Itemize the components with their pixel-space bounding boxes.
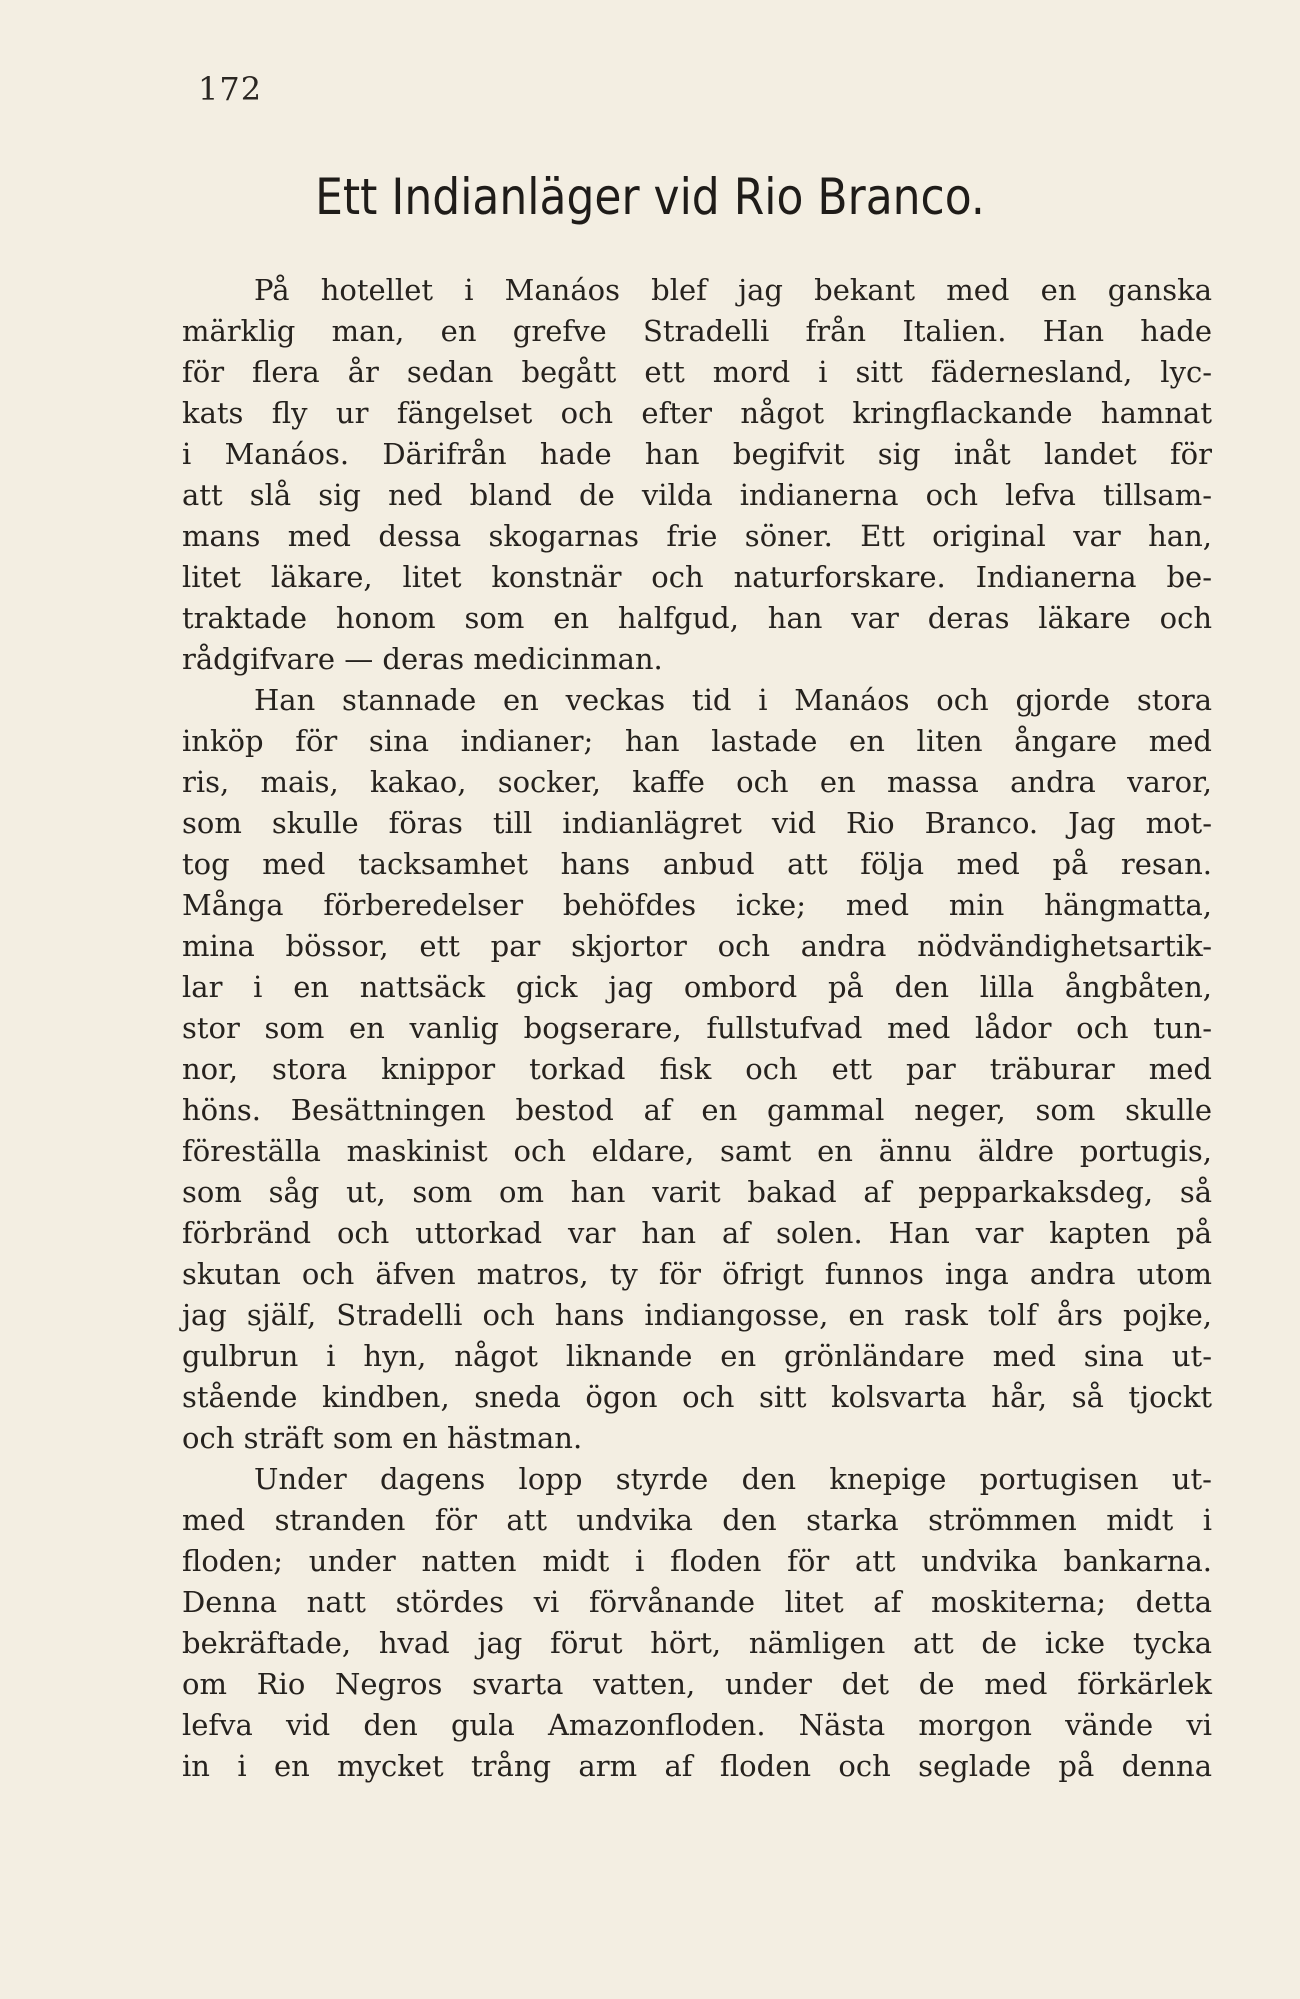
text-line: lar i en nattsäck gick jag ombord på den lilla ångbåten, xyxy=(182,970,1212,1004)
text-line: jag själf, Stradelli och hans indiangosse, en rask tolf års pojke, xyxy=(182,1298,1212,1332)
text-line: skutan och äfven matros, ty för öfrigt funnos inga andra utom xyxy=(182,1257,1212,1291)
text-line: som såg ut, som om han varit bakad af pepparkaksdeg, så xyxy=(182,1175,1212,1209)
text-line: stor som en vanlig bogserare, fullstufvad med lådor och tun- xyxy=(182,1011,1212,1045)
text-line: stående kindben, sneda ögon och sitt kolsvarta hår, så tjockt xyxy=(182,1380,1212,1414)
text-line: förbränd och uttorkad var han af solen. Han var kapten på xyxy=(182,1216,1212,1250)
text-line: mina bössor, ett par skjortor och andra nödvändighetsartik- xyxy=(182,929,1212,963)
text-line: gulbrun i hyn, något liknande en grönländare med sina ut- xyxy=(182,1339,1212,1373)
body-text xyxy=(182,270,1212,1787)
text-line: På hotellet i Manáos blef jag bekant med en ganska xyxy=(254,273,1212,307)
text-line: föreställa maskinist och eldare, samt en ännu äldre portugis, xyxy=(182,1134,1212,1168)
text-line: mans med dessa skogarnas frie söner. Ett original var han, xyxy=(182,519,1212,553)
text-line: rådgifvare — deras medicinman. xyxy=(182,642,663,676)
text-line: Han stannade en veckas tid i Manáos och gjorde stora xyxy=(254,683,1212,717)
text-line: Under dagens lopp styrde den knepige portugisen ut- xyxy=(254,1462,1212,1496)
text-line: höns. Besättningen bestod af en gammal neger, som skulle xyxy=(182,1093,1212,1127)
text-line: att slå sig ned bland de vilda indianerna och lefva tillsam- xyxy=(182,478,1212,512)
text-line: floden; under natten midt i floden för att undvika bankarna. xyxy=(182,1544,1212,1578)
text-line: med stranden för att undvika den starka strömmen midt i xyxy=(182,1503,1212,1537)
text-line: inköp för sina indianer; han lastade en liten ångare med xyxy=(182,724,1212,758)
text-line: in i en mycket trång arm af floden och seglade på denna xyxy=(182,1749,1212,1783)
text-line: nor, stora knippor torkad fisk och ett par träburar med xyxy=(182,1052,1212,1086)
text-line: märklig man, en grefve Stradelli från Italien. Han hade xyxy=(182,314,1212,348)
text-line: bekräftade, hvad jag förut hört, nämligen att de icke tycka xyxy=(182,1626,1212,1660)
text-line: för flera år sedan begått ett mord i sitt fäderneslаnd, lyc- xyxy=(182,355,1212,389)
page-number: 172 xyxy=(198,70,263,108)
text-line: traktade honom som en halfgud, han var deras läkare och xyxy=(182,601,1212,635)
text-line: litet läkare, litet konstnär och naturforskare. Indianerna be- xyxy=(182,560,1212,594)
text-line: Många förberedelser behöfdes icke; med min hängmatta, xyxy=(182,888,1212,922)
chapter-title: Ett Indianläger vid Rio Branco. xyxy=(315,168,985,226)
text-line: om Rio Negros svarta vatten, under det de med förkärlek xyxy=(182,1667,1212,1701)
text-line: kats fly ur fängelset och efter något kringflackande hamnat xyxy=(182,396,1212,430)
text-line: som skulle föras till indianlägret vid Rio Branco. Jag mot- xyxy=(182,806,1212,840)
text-line: lefva vid den gula Amazonfloden. Nästa morgon vände vi xyxy=(182,1708,1212,1742)
text-line: tog med tacksamhet hans anbud att följa med på resan. xyxy=(182,847,1212,881)
text-line: ris, mais, kakao, socker, kaffe och en massa andra varor, xyxy=(182,765,1212,799)
text-line: och sträft som en hästman. xyxy=(182,1421,583,1455)
text-line: Denna natt stördes vi förvånande litet af moskiterna; detta xyxy=(182,1585,1212,1619)
text-line: i Manáos. Därifrån hade han begifvit sig inåt landet för xyxy=(182,437,1212,471)
